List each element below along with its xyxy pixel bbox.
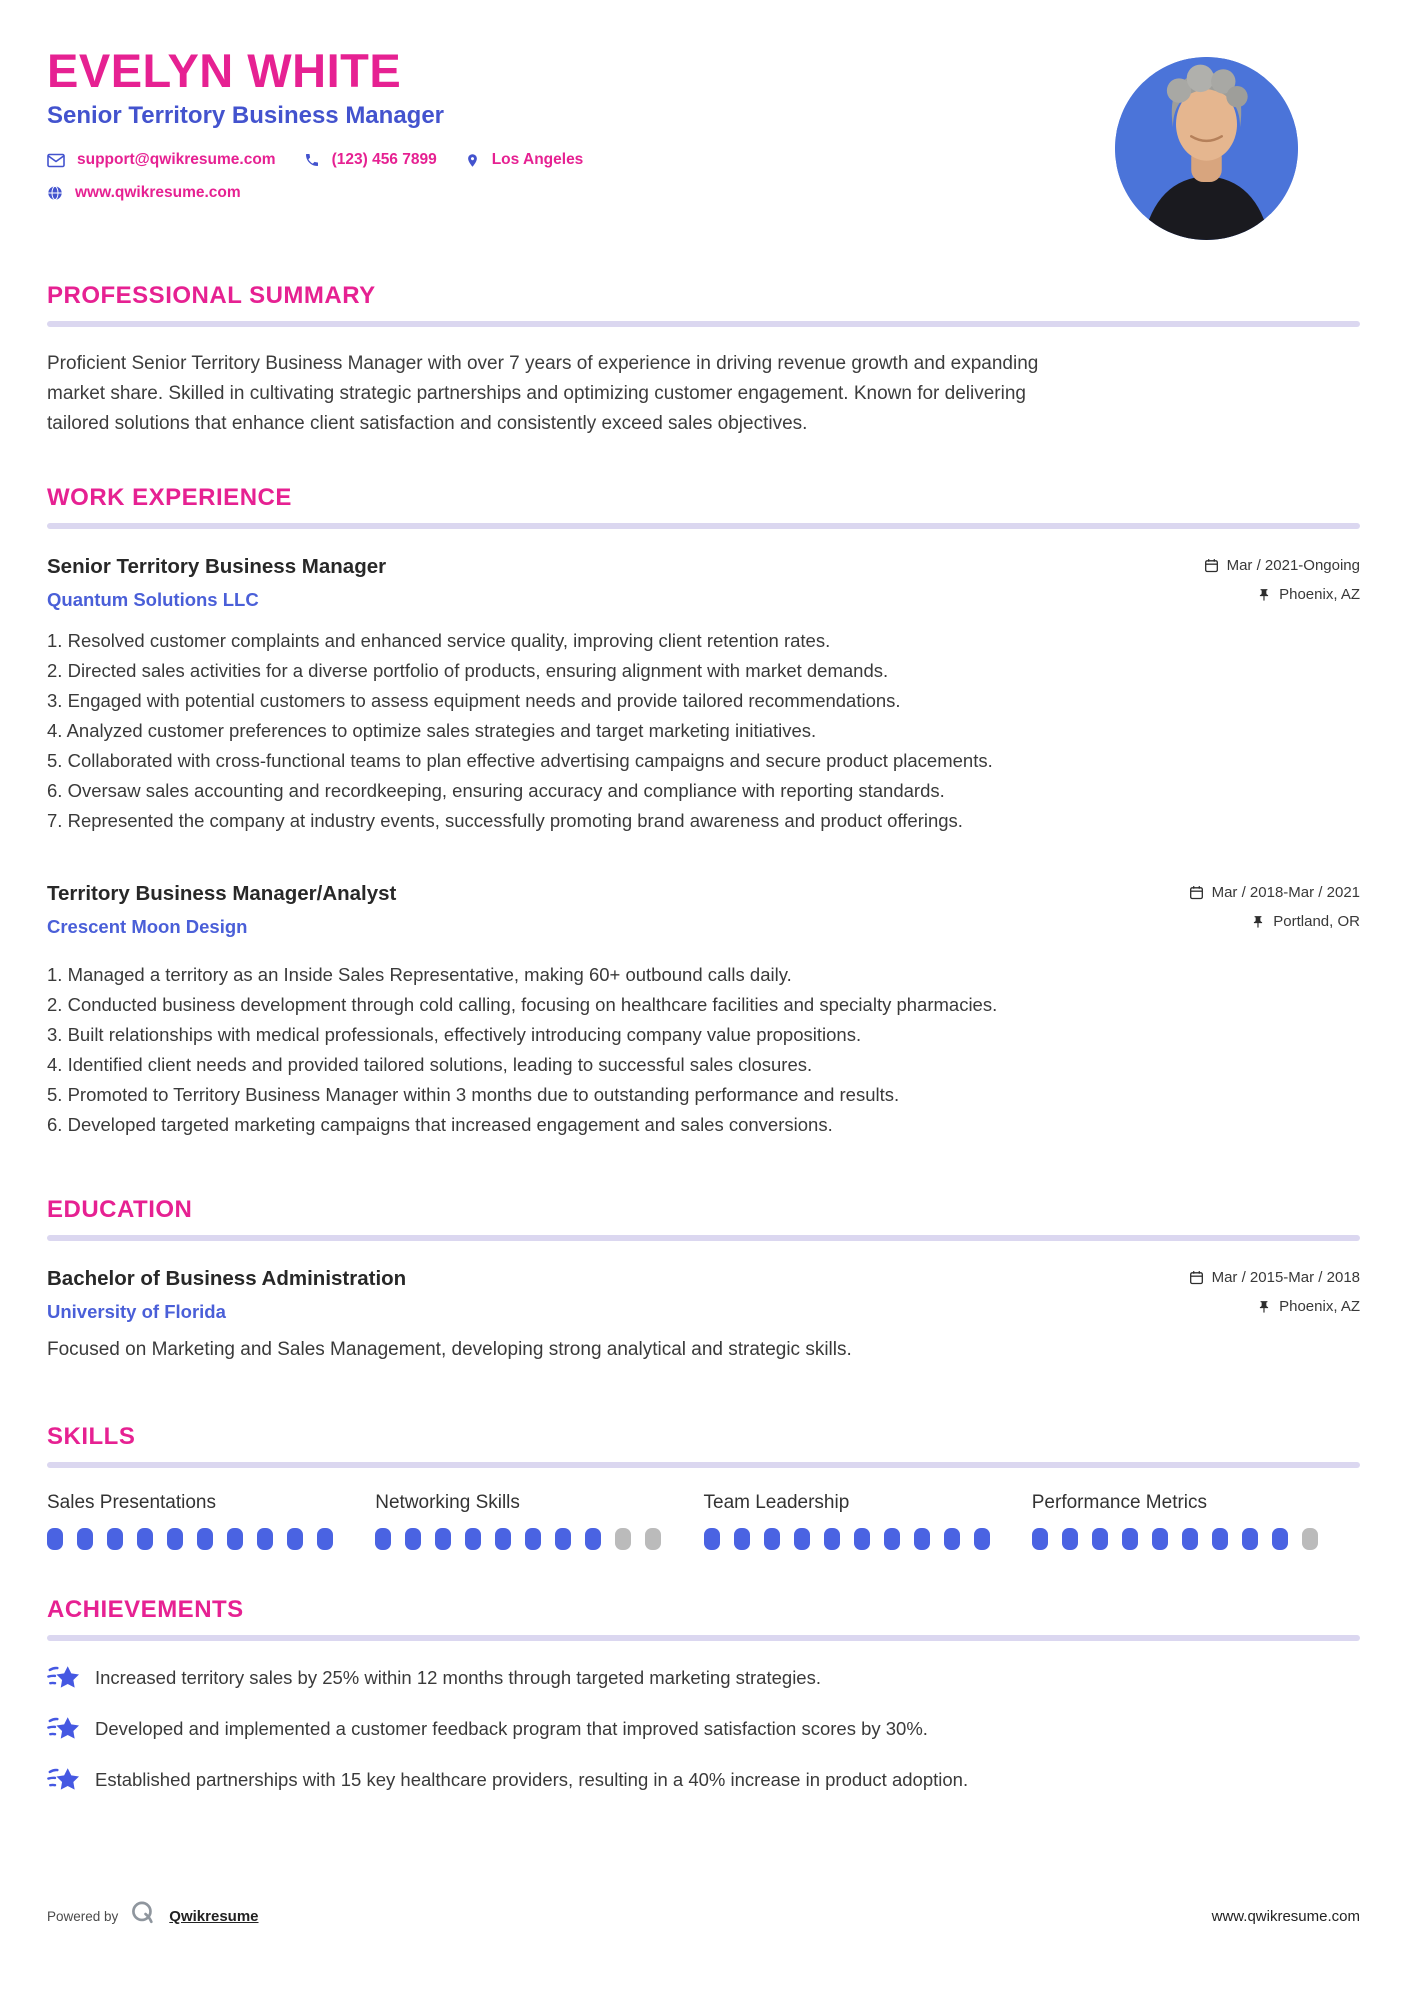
skill-dot (1032, 1528, 1048, 1550)
achievement-text: Established partnerships with 15 key healthcare providers, resulting in a 40% increase in product adoption. (95, 1768, 969, 1790)
skill-dot (1302, 1528, 1318, 1550)
achievement-item (47, 1714, 1360, 1743)
skill-rating (704, 1528, 1032, 1550)
star-badge-icon (47, 1714, 79, 1743)
skill-dot (974, 1528, 990, 1550)
skill-name: Team Leadership (703, 1492, 850, 1514)
page-footer (47, 1900, 1360, 1932)
skill-dot (555, 1528, 571, 1550)
contact-phone (304, 151, 437, 169)
skill-name: Networking Skills (375, 1492, 520, 1514)
pushpin-icon (1257, 588, 1271, 602)
section-divider (47, 1635, 1360, 1641)
skill-name: Sales Presentations (47, 1492, 216, 1514)
skill-dot (1062, 1528, 1078, 1550)
skill-dot (465, 1528, 481, 1550)
job-location (1189, 913, 1360, 930)
job-bullet: Developed targeted marketing campaigns that increased engagement and sales conversions. (67, 1114, 833, 1136)
skill-dot (227, 1528, 243, 1550)
pushpin-icon (1251, 915, 1265, 929)
achievement-item (47, 1765, 1360, 1794)
location-text: Los Angeles (491, 151, 584, 169)
skill-dot (47, 1528, 63, 1550)
education-dates (1189, 1269, 1360, 1286)
job-bullet: Conducted business development through cold calling, focusing on healthcare facilities and specialty pharmacies. (67, 994, 998, 1016)
skill-dot (435, 1528, 451, 1550)
pushpin-icon (1257, 1300, 1271, 1314)
skill-dot (1242, 1528, 1258, 1550)
skills-grid (47, 1492, 1360, 1550)
skill-item (47, 1492, 375, 1550)
section-achievements (47, 1596, 1360, 1794)
education-heading: EDUCATION (47, 1196, 193, 1224)
skill-dot (944, 1528, 960, 1550)
job-company[interactable]: Crescent Moon Design (47, 916, 248, 938)
section-professional-summary (47, 282, 1360, 438)
job-bullet: Promoted to Territory Business Manager within 3 months due to outstanding performance and results. (67, 1084, 900, 1106)
skill-dot (615, 1528, 631, 1550)
skill-dot (77, 1528, 93, 1550)
qwikresume-logo-icon (130, 1900, 157, 1932)
skill-dot (197, 1528, 213, 1550)
skill-dot (764, 1528, 780, 1550)
job-bullet: Analyzed customer preferences to optimize sales strategies and target marketing initiatives. (66, 720, 817, 742)
job-dates-text: Mar / 2021-Ongoing (1226, 557, 1360, 575)
degree-title: Bachelor of Business Administration (47, 1267, 407, 1291)
skill-dot (525, 1528, 541, 1550)
powered-by-label: Powered by (47, 1908, 119, 1924)
skill-dot (1182, 1528, 1198, 1550)
skill-dot (287, 1528, 303, 1550)
section-skills (47, 1423, 1360, 1550)
skill-dot (794, 1528, 810, 1550)
phone-text[interactable]: (123) 456 7899 (331, 151, 437, 169)
resume-header (47, 0, 1360, 202)
skill-dot (1272, 1528, 1288, 1550)
job-location (1204, 586, 1360, 603)
skill-dot (257, 1528, 273, 1550)
qwikresume-brand-link[interactable]: Qwikresume (169, 1907, 259, 1925)
candidate-title: Senior Territory Business Manager (47, 102, 445, 130)
education-description: Focused on Marketing and Sales Management, developing strong analytical and strategic skills. (47, 1339, 852, 1361)
star-badge-icon (47, 1663, 79, 1692)
job-bullet: Collaborated with cross-functional teams to plan effective advertising campaigns and secure product placements. (67, 750, 993, 772)
job-entry (47, 882, 1360, 1140)
education-dates-text: Mar / 2015-Mar / 2018 (1211, 1269, 1360, 1287)
job-bullet: Identified client needs and provided tailored solutions, leading to successful sales closures. (67, 1054, 813, 1076)
location-pin-icon (465, 152, 480, 169)
section-divider (47, 1235, 1360, 1241)
achievement-list (47, 1663, 1360, 1794)
section-education (47, 1196, 1360, 1361)
job-title: Territory Business Manager/Analyst (47, 882, 397, 906)
contact-location (465, 151, 584, 169)
job-bullet-list (47, 626, 1360, 836)
job-location-text: Portland, OR (1273, 913, 1360, 931)
skill-dot (107, 1528, 123, 1550)
job-location-text: Phoenix, AZ (1279, 586, 1360, 604)
skill-dot (495, 1528, 511, 1550)
calendar-icon (1189, 885, 1204, 900)
section-divider (47, 321, 1360, 327)
experience-heading: WORK EXPERIENCE (47, 484, 292, 512)
calendar-icon (1204, 558, 1219, 573)
education-location-text: Phoenix, AZ (1279, 1298, 1360, 1316)
skill-item (375, 1492, 703, 1550)
skill-dot (137, 1528, 153, 1550)
job-dates (1204, 557, 1360, 574)
summary-heading: PROFESSIONAL SUMMARY (47, 282, 376, 310)
skill-dot (1152, 1528, 1168, 1550)
job-title: Senior Territory Business Manager (47, 555, 387, 579)
job-bullet: Engaged with potential customers to assess equipment needs and provide tailored recommendations. (67, 690, 901, 712)
skills-heading: SKILLS (47, 1423, 136, 1451)
job-dates-text: Mar / 2018-Mar / 2021 (1211, 884, 1360, 902)
education-entry (47, 1267, 1360, 1361)
job-bullet: Built relationships with medical professionals, effectively introducing company value propositions. (67, 1024, 862, 1046)
achievement-item (47, 1663, 1360, 1692)
skill-dot (734, 1528, 750, 1550)
achievement-text: Increased territory sales by 25% within 12 months through targeted marketing strategies. (95, 1666, 821, 1688)
skill-dot (405, 1528, 421, 1550)
job-bullet: Oversaw sales accounting and recordkeeping, ensuring accuracy and compliance with reporting standards. (67, 780, 945, 802)
globe-icon (47, 185, 63, 201)
section-work-experience (47, 484, 1360, 1140)
calendar-icon (1189, 1270, 1204, 1285)
skill-dot (1092, 1528, 1108, 1550)
footer-website[interactable]: www.qwikresume.com (1211, 1907, 1360, 1925)
contact-website (47, 184, 241, 202)
job-bullet-list (47, 960, 1360, 1140)
skill-dot (317, 1528, 333, 1550)
job-bullet: Directed sales activities for a diverse portfolio of products, ensuring alignment with market demands. (67, 660, 889, 682)
skill-rating (1032, 1528, 1360, 1550)
skill-dot (1122, 1528, 1138, 1550)
profile-photo-illustration (1115, 57, 1298, 240)
job-bullet: Resolved customer complaints and enhanced service quality, improving client retention rates. (67, 630, 831, 652)
school-name[interactable]: University of Florida (47, 1301, 226, 1323)
skill-name: Performance Metrics (1031, 1492, 1208, 1514)
skill-dot (854, 1528, 870, 1550)
phone-icon (304, 152, 320, 168)
skill-dot (585, 1528, 601, 1550)
job-dates (1189, 884, 1360, 901)
skill-dot (375, 1528, 391, 1550)
star-badge-icon (47, 1765, 79, 1794)
skill-dot (167, 1528, 183, 1550)
website-text[interactable]: www.qwikresume.com (75, 184, 241, 202)
skill-item (1032, 1492, 1360, 1550)
skill-dot (1212, 1528, 1228, 1550)
skill-rating (47, 1528, 375, 1550)
skill-dot (704, 1528, 720, 1550)
job-bullet: Represented the company at industry events, successfully promoting brand awareness and product offerings. (67, 810, 963, 832)
achievements-heading: ACHIEVEMENTS (47, 1596, 244, 1624)
section-divider (47, 523, 1360, 529)
skill-dot (645, 1528, 661, 1550)
job-company[interactable]: Quantum Solutions LLC (47, 589, 259, 611)
contact-email (47, 151, 276, 169)
profile-photo (1115, 57, 1298, 240)
email-text[interactable]: support@qwikresume.com (77, 151, 276, 169)
candidate-name: EVELYN WHITE (47, 44, 402, 97)
skill-dot (824, 1528, 840, 1550)
skill-dot (884, 1528, 900, 1550)
skill-dot (914, 1528, 930, 1550)
email-icon (47, 153, 65, 168)
job-entry (47, 555, 1360, 836)
summary-text: Proficient Senior Territory Business Manager with over 7 years of experience in driving revenue growth and expanding market share. Skilled in cultivating strategic partnerships and optimizing customer engagement. Known for delivering tailored solutions that enhance client satisfaction and consistently exceed sales objectives. (47, 353, 1039, 434)
education-location (1189, 1298, 1360, 1315)
achievement-text: Developed and implemented a customer feedback program that improved satisfaction scores by 30%. (95, 1717, 928, 1739)
section-divider (47, 1462, 1360, 1468)
job-bullet: Managed a territory as an Inside Sales Representative, making 60+ outbound calls daily. (67, 964, 792, 986)
skill-item (704, 1492, 1032, 1550)
skill-rating (375, 1528, 703, 1550)
